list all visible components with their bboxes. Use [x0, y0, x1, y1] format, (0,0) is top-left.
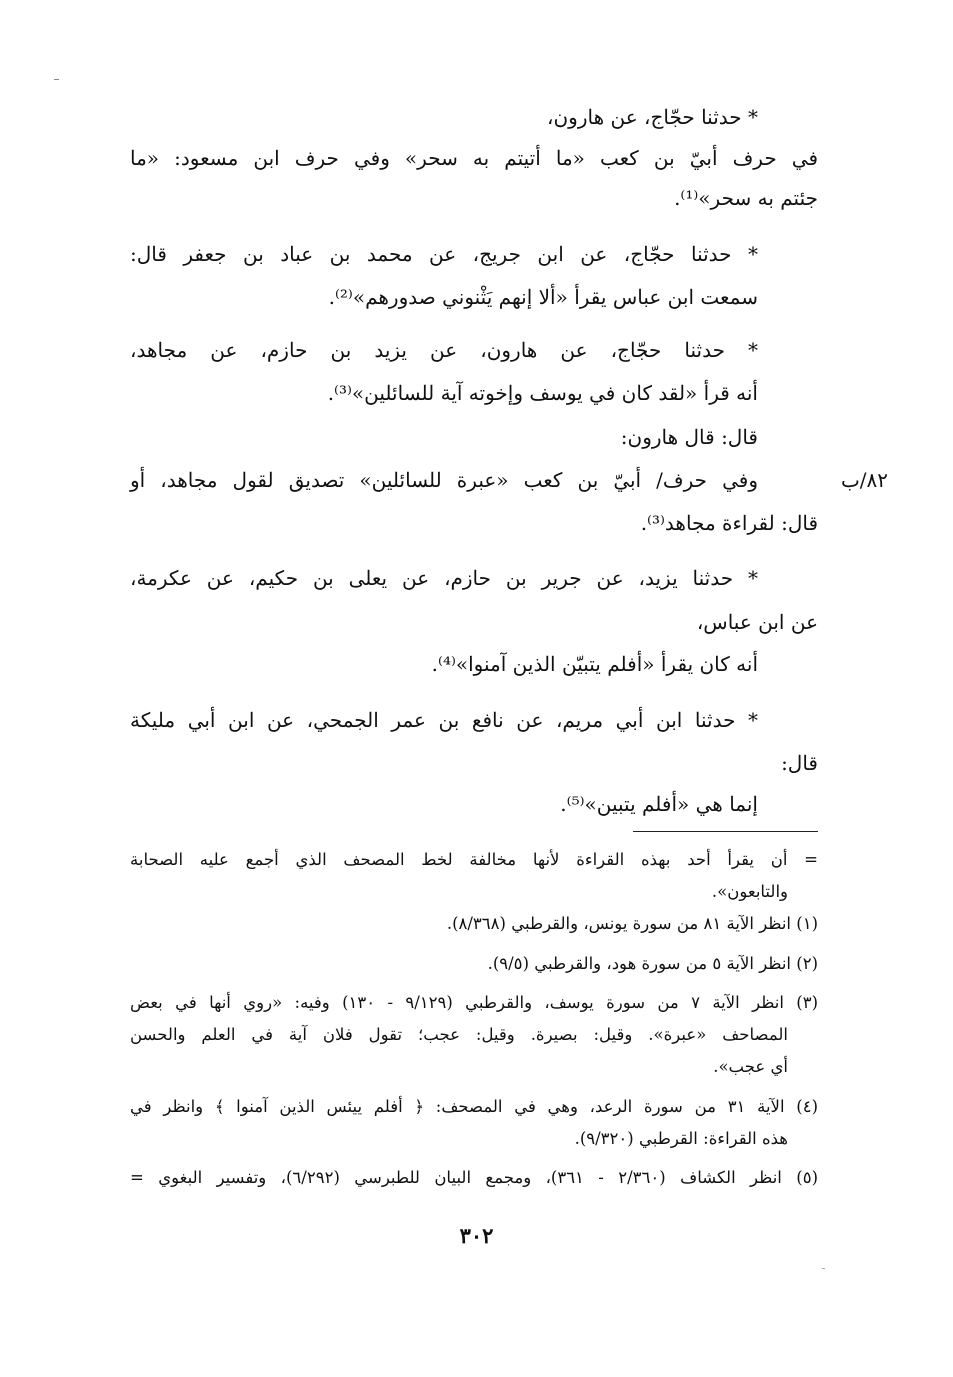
footnote-separator — [633, 831, 818, 832]
speck-mark — [54, 79, 59, 80]
text-line-16: إنما هي «أفلم يتبين»⁽⁵⁾. — [560, 792, 758, 816]
footnote-5: (٥) انظر الكشاف (٢/٣٦٠ - ٣٦١)، ومجمع البيان للطبرسي (٦/٢٩٢)، وتفسير البغوي = — [130, 1168, 818, 1187]
footnote-line-1: = أن يقرأ أحد بهذه القراءة لأنها مخالفة لخط المصحف الذي أجمع عليه الصحابة — [130, 850, 818, 869]
footnote-1: (١) انظر الآية ٨١ من سورة يونس، والقرطبي (٨/٣٦٨). — [446, 914, 818, 933]
footnote-3-cont-2: أي عجب». — [713, 1057, 788, 1076]
footnote-3-cont-1: المصاحف «عبرة». وقيل: بصيرة. وقيل: عجب؛ تقول فلان آية في العلم والحسن — [130, 1025, 788, 1044]
text-line-3: جئتم به سحر»⁽¹⁾. — [674, 186, 818, 210]
text-line-5: سمعت ابن عباس يقرأ «ألا إنهم يَثْنوني صدورهم»⁽²⁾. — [328, 285, 758, 309]
text-line-9: وفي حرف/ أبيّ بن كعب «عبرة للسائلين» تصديق لقول مجاهد، أو — [130, 468, 758, 492]
footnote-line-2: والتابعون». — [711, 882, 788, 901]
text-line-8: قال: قال هارون: — [620, 425, 758, 449]
footnote-3: (٣) انظر الآية ٧ من سورة يوسف، والقرطبي (٩/١٢٩ - ١٣٠) وفيه: «روي أنها في بعض — [130, 993, 818, 1012]
text-line-4: * حدثنا حجّاج، عن ابن جريج، عن محمد بن عباد بن جعفر قال: — [130, 242, 758, 266]
footnote-4: (٤) الآية ٣١ من سورة الرعد، وهي في المصحف: ﴿ أفلم ييئس الذين آمنوا ﴾ وانظر في — [130, 1097, 818, 1116]
page-number: ٣٠٢ — [459, 1223, 494, 1248]
text-line-14: * حدثنا ابن أبي مريم، عن نافع بن عمر الجمحي، عن ابن أبي مليكة — [130, 708, 758, 732]
text-line-6: * حدثنا حجّاج، عن هارون، عن يزيد بن حازم، عن مجاهد، — [130, 338, 758, 362]
text-line-15: قال: — [781, 751, 818, 775]
manuscript-folio-note: ٨٢/ب — [840, 468, 888, 492]
text-line-1: * حدثنا حجّاج، عن هارون، — [547, 105, 758, 129]
text-line-13: أنه كان يقرأ «أفلم يتبيّن الذين آمنوا»⁽⁴⁾. — [431, 652, 758, 676]
text-line-12: عن ابن عباس، — [696, 610, 818, 634]
text-line-7: أنه قرأ «لقد كان في يوسف وإخوته آية للسائلين»⁽³⁾. — [327, 381, 758, 405]
text-line-2: في حرف أبيّ بن كعب «ما أتيتم به سحر» وفي حرف ابن مسعود: «ما — [130, 146, 818, 170]
text-line-11: * حدثنا يزيد، عن جرير بن حازم، عن يعلى بن حكيم، عن عكرمة، — [130, 566, 758, 590]
speck-mark — [822, 1268, 825, 1269]
footnote-4-cont: هذه القراءة: القرطبي (٩/٣٢٠). — [574, 1129, 788, 1148]
footnote-2: (٢) انظر الآية ٥ من سورة هود، والقرطبي (٩/٥). — [487, 954, 818, 973]
text-line-10: قال: لقراءة مجاهد⁽³⁾. — [640, 511, 818, 535]
